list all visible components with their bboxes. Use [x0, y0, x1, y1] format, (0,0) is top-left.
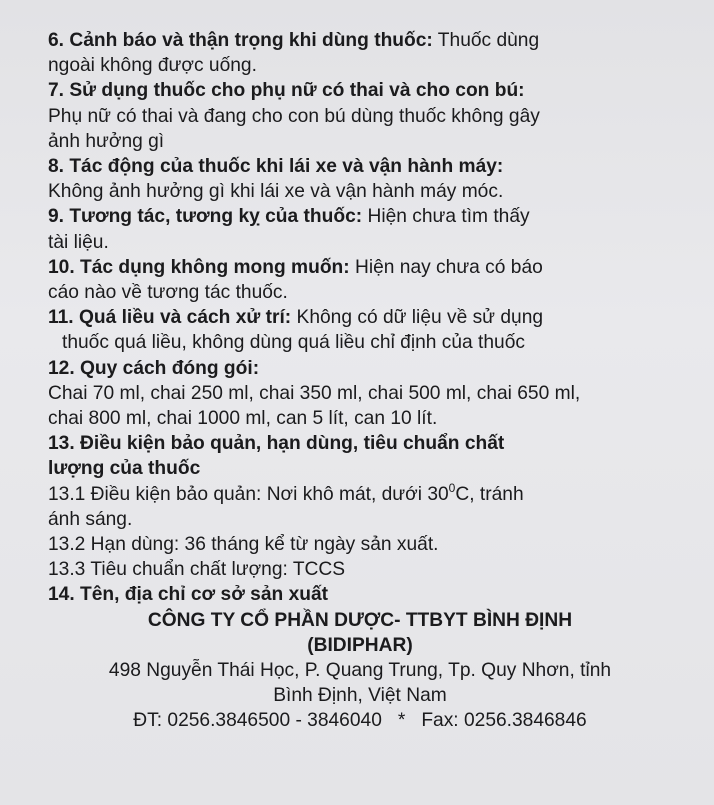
section-6-line2: ngoài không được uống.: [48, 55, 257, 77]
section-10-heading: 10. Tác dụng không mong muốn:: [48, 256, 350, 278]
section-11-line2: thuốc quá liều, không dùng quá liều chỉ định của thuốc: [62, 332, 525, 354]
address-line2: Bình Định, Việt Nam: [273, 685, 447, 707]
section-11-text: Không có dữ liệu về sử dụng: [291, 307, 544, 329]
degree-superscript: 0: [448, 480, 456, 495]
section-11: [48, 305, 672, 330]
section-13-storage: [48, 482, 672, 507]
section-6: [48, 28, 672, 53]
section-13-shelf-life: 13.2 Hạn dùng: 36 tháng kể từ ngày sản xuất.: [48, 534, 439, 556]
section-14-heading-text: 14. Tên, địa chỉ cơ sở sản xuất: [48, 584, 329, 606]
section-10: [48, 255, 672, 280]
section-13-heading: [48, 431, 672, 456]
section-7-line2: ảnh hưởng gì: [48, 130, 165, 152]
storage-text: 13.1 Điều kiện bảo quản: Nơi khô mát, dưới 30: [48, 483, 449, 505]
storage-text-end: C, tránh: [455, 483, 524, 505]
section-13-storage-line2: ánh sáng.: [48, 508, 133, 530]
section-13-standard: 13.3 Tiêu chuẩn chất lượng: TCCS: [48, 559, 346, 581]
section-8-heading-text: 8. Tác động của thuốc khi lái xe và vận hành máy:: [48, 156, 504, 178]
contact-line: ĐT: 0256.3846500 - 3846040 * Fax: 0256.3846846: [133, 710, 587, 732]
section-8-heading: [48, 154, 672, 179]
section-6-heading: 6. Cảnh báo và thận trọng khi dùng thuốc:: [48, 30, 433, 51]
section-10-text: Hiện nay chưa có báo: [349, 256, 543, 278]
section-13-heading-2: [48, 456, 672, 481]
company-abbr-text: (BIDIPHAR): [307, 634, 413, 656]
section-9: [48, 204, 672, 229]
company-name-text: CÔNG TY CỔ PHẦN DƯỢC- TTBYT BÌNH ĐỊNH: [147, 609, 573, 631]
section-8-line1: Không ảnh hưởng gì khi lái xe và vận hành máy móc.: [48, 181, 504, 203]
company-abbr: [48, 633, 672, 658]
section-12-heading: [48, 356, 672, 381]
section-7-line1: Phụ nữ có thai và đang cho con bú dùng thuốc không gây: [48, 105, 540, 127]
section-13-heading-line1: 13. Điều kiện bảo quản, hạn dùng, tiêu chuẩn chất: [48, 433, 505, 455]
leaflet-content: [48, 28, 672, 734]
section-14-heading: [48, 582, 672, 607]
section-7-heading-text: 7. Sử dụng thuốc cho phụ nữ có thai và cho con bú:: [48, 80, 525, 102]
section-13-heading-line2: lượng của thuốc: [48, 458, 201, 480]
section-7-heading: [48, 78, 672, 103]
address-line1: 498 Nguyễn Thái Học, P. Quang Trung, Tp. Quy Nhơn, tỉnh: [108, 660, 612, 682]
section-9-heading: 9. Tương tác, tương kỵ của thuốc:: [48, 206, 363, 228]
section-6-text: Thuốc dùng: [432, 30, 540, 51]
section-10-line2: cáo nào về tương tác thuốc.: [48, 282, 288, 304]
section-11-heading: 11. Quá liều và cách xử trí:: [48, 307, 292, 329]
section-12-line1: Chai 70 ml, chai 250 ml, chai 350 ml, chai 500 ml, chai 650 ml,: [48, 382, 581, 404]
section-12-heading-text: 12. Quy cách đóng gói:: [48, 357, 260, 379]
company-name: [48, 608, 672, 633]
section-9-text: Hiện chưa tìm thấy: [362, 206, 530, 228]
section-12-line2: chai 800 ml, chai 1000 ml, can 5 lít, can 10 lít.: [48, 408, 438, 430]
section-9-line2: tài liệu.: [48, 231, 109, 253]
